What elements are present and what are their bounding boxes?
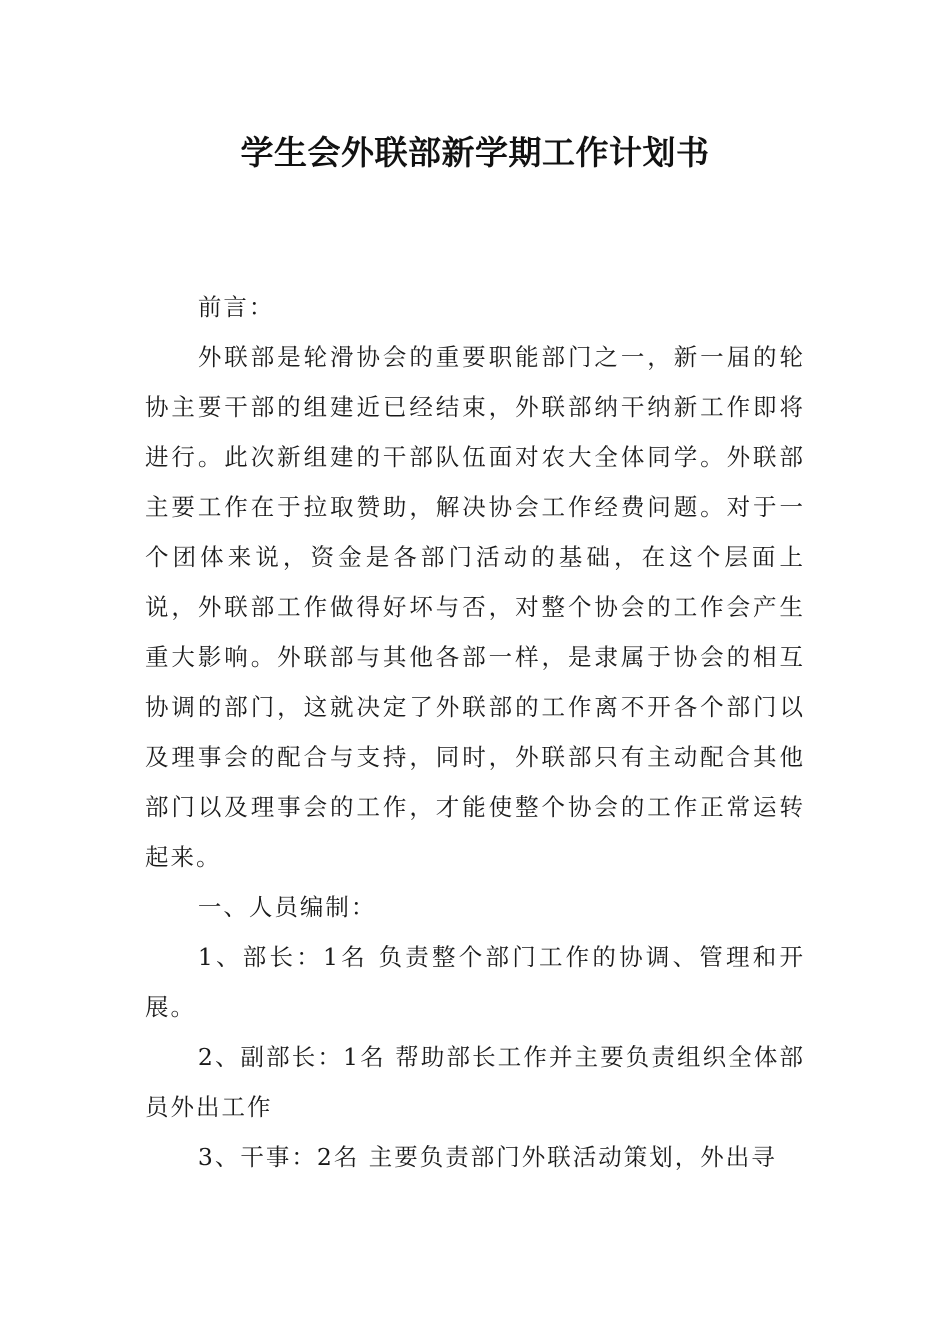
preface-heading: 前言： — [197, 293, 275, 321]
document-title: 学生会外联部新学期工作计划书 — [240, 133, 710, 172]
document-body — [145, 282, 805, 1182]
staff-item-director: 1、部长：1名 负责整个部门工作的协调、管理和开展。 — [145, 943, 805, 1021]
preface-paragraph: 外联部是轮滑协会的重要职能部门之一，新一届的轮协主要干部的组建近已经结束，外联部纳干纳新工作即将进行。此次新组建的干部队伍面对农大全体同学。外联部主要工作在于拉取赞助，解决协会工作经费问题。对于一个团体来说，资金是各部门活动的基础，在这个层面上说，外联部工作做得好坏与否，对整个协会的工作会产生重大影响。外联部与其他各部一样，是隶属于协会的相互协调的部门，这就决定了外联部的工作离不开各个部门以及理事会的配合与支持，同时，外联部只有主动配合其他部门以及理事会的工作，才能使整个协会的工作正常运转起来。 — [145, 343, 805, 871]
section-heading-staffing: 一、人员编制： — [197, 893, 377, 921]
staff-item-officers: 3、干事：2名 主要负责部门外联活动策划，外出寻 — [197, 1143, 777, 1171]
staff-item-deputy-director: 2、副部长：1名 帮助部长工作并主要负责组织全体部员外出工作 — [145, 1043, 805, 1121]
